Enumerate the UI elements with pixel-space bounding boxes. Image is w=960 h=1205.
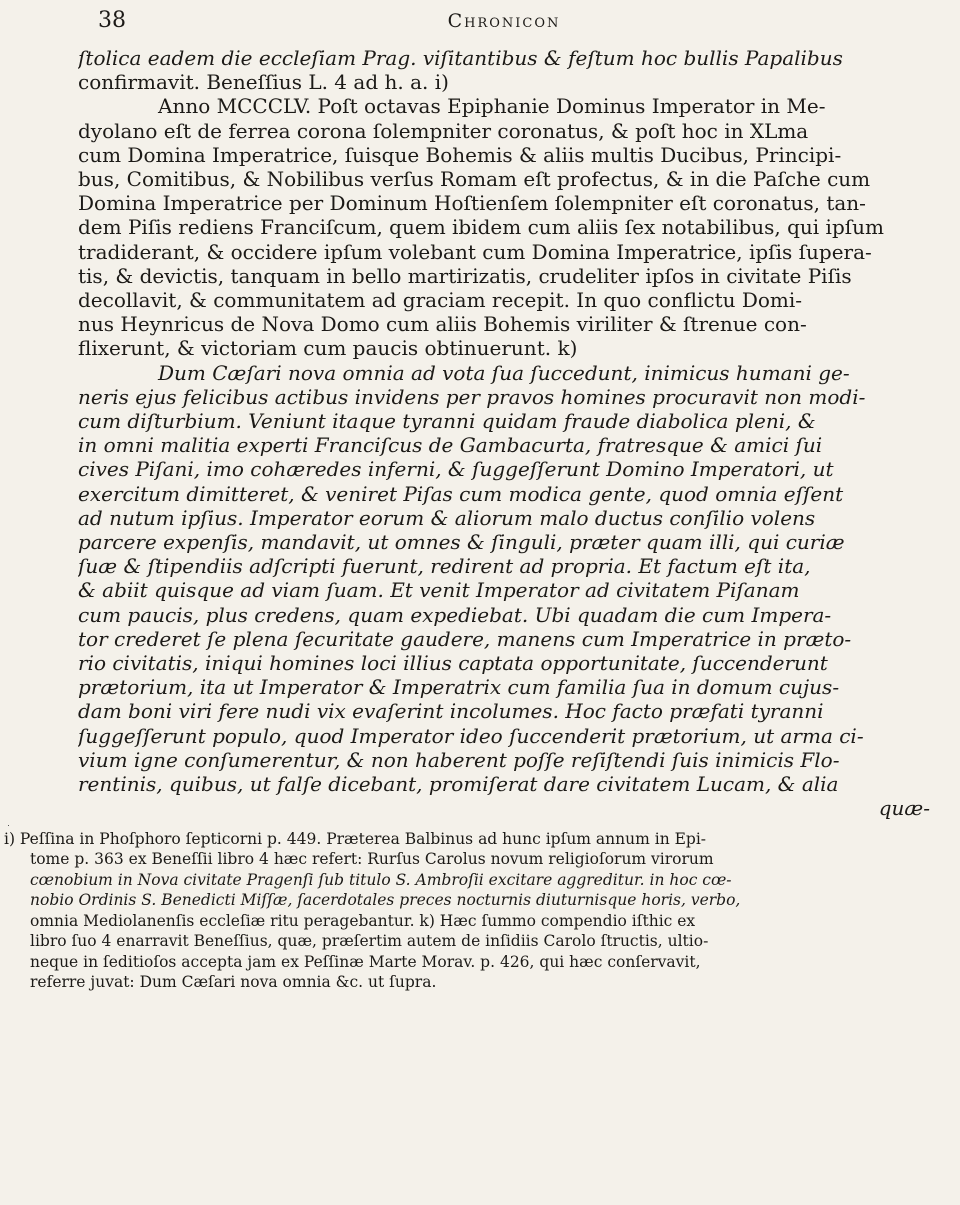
text-line: tor crederet ſe plena ſecuritate gaudere, manens cum Imperatrice in præto- bbox=[78, 626, 852, 651]
page-header bbox=[78, 0, 930, 46]
text-line: dam boni viri fere nudi vix evaſerint incolumes. Hoc facto præfati tyranni bbox=[78, 699, 824, 724]
text-line: prætorium, ita ut Imperator & Imperatrix cum familia ſua in domum cujus- bbox=[78, 675, 840, 700]
text-line: Anno MCCCLV. Poſt octavas Epiphanie Dominus Imperator in Me- bbox=[158, 94, 826, 119]
footnote-line: tome p. 363 ex Beneſſii libro 4 hæc refert: Rurſus Carolus novum religioſorum virorum bbox=[30, 850, 714, 868]
text-line: cum paucis, plus credens, quam expediebat. Ubi quadam die cum Impera- bbox=[78, 602, 832, 627]
footnote-line: neque in ſeditioſos accepta jam ex Peſſinæ Marte Morav. p. 426, qui hæc conſervavit, bbox=[30, 952, 701, 971]
text-line: ſuggeſſerunt populo, quod Imperator ideo ſuccenderit prætorium, ut arma ci- bbox=[78, 723, 864, 748]
text-line: cum Domina Imperatrice, ſuisque Bohemis & aliis multis Ducibus, Principi- bbox=[78, 142, 842, 167]
text-line: ad nutum ipſius. Imperator eorum & aliorum malo ductus conſilio volens bbox=[78, 505, 816, 530]
footnote-rule bbox=[8, 825, 9, 826]
text-line: Domina Imperatrice per Dominum Hoſtienſem ſolempniter eſt coronatus, tan- bbox=[78, 191, 866, 216]
text-line: rentinis, quibus, ut falſe dicebant, promiſerat dare civitatem Lucam, & alia bbox=[78, 772, 839, 797]
text-line: ſuæ & ſtipendiis adſcripti fuerunt, redirent ad propria. Et factum eſt ita, bbox=[78, 554, 811, 579]
text-line: cum diſturbium. Veniunt itaque tyranni quidam fraude diabolica pleni, & bbox=[78, 409, 816, 434]
footnotes bbox=[4, 829, 930, 993]
page-number: 38 bbox=[98, 8, 126, 33]
text-line: dyolano eſt de ferrea corona ſolempniter coronatus, & poſt hoc in XLma bbox=[78, 118, 809, 143]
text-line: rio civitatis, iniqui homines loci illius captata opportunitate, ſuccenderunt bbox=[78, 651, 828, 676]
text-line: exercitum dimitteret, & veniret Piſas cum modica gente, quod omnia eſſent bbox=[78, 481, 844, 506]
footnote-line: i) Peſſina in Phoſphoro ſepticorni p. 449. Præterea Balbinus ad hunc ipſum annum in Epi- bbox=[4, 829, 707, 848]
footnote-line: omnia Mediolanenſis eccleſiæ ritu peragebantur. k) Hæc ſummo compendio iſthic ex bbox=[30, 911, 696, 930]
text-line: confirmavit. Beneſſius L. 4 ad h. a. i) bbox=[78, 70, 449, 95]
text-line: flixerunt, & victoriam cum paucis obtinuerunt. k) bbox=[78, 336, 578, 361]
text-line: quæ- bbox=[878, 796, 930, 821]
footnote-line: referre juvat: Dum Cæſari nova omnia &c. ut ſupra. bbox=[30, 973, 437, 991]
text-line: bus, Comitibus, & Nobilibus verſus Romam eſt profectus, & in die Paſche cum bbox=[78, 167, 871, 192]
text-line: nus Heynricus de Nova Domo cum aliis Bohemis viriliter & ſtrenue con- bbox=[78, 312, 807, 337]
running-title: Chronicon bbox=[447, 10, 561, 32]
text-line: neris ejus felicibus actibus invidens per pravos homines procuravit non modi- bbox=[78, 384, 866, 409]
text-line: decollavit, & communitatem ad graciam recepit. In quo conflictu Domi- bbox=[78, 288, 803, 313]
text-line: tis, & devictis, tanquam in bello martirizatis, crudeliter ipſos in civitate Piſis bbox=[78, 263, 852, 288]
footnote-line: libro ſuo 4 enarravit Beneſſius, quæ, præſertim autem de inſidiis Carolo ſtructis, ultio- bbox=[30, 932, 709, 950]
text-line: dem Piſis rediens Franciſcum, quem ibidem cum aliis ſex notabilibus, qui ipſum bbox=[78, 215, 885, 240]
text-line: vium igne conſumerentur, & non haberent poſſe reſiſtendi ſuis inimicis Flo- bbox=[78, 747, 840, 772]
footnote-line: cœnobium in Nova civitate Pragenſi ſub titulo S. Ambroſii excitare aggreditur. in hoc cœ- bbox=[30, 870, 732, 889]
text-line: tradiderant, & occidere ipſum volebant cum Domina Imperatrice, ipſis ſupera- bbox=[78, 239, 872, 264]
text-line: cives Piſani, imo cohæredes inferni, & ſuggeſſerunt Domino Imperatori, ut bbox=[78, 457, 834, 482]
text-line: in omni malitia experti Franciſcus de Gambacurta, fratresque & amici ſui bbox=[78, 433, 823, 458]
footnote-line: nobio Ordinis S. Benedicti Miſſæ, ſacerdotales preces nocturnis diuturnisque horis, verbo, bbox=[30, 891, 741, 909]
main-text bbox=[78, 46, 930, 821]
text-line: & abiit quisque ad viam ſuam. Et venit Imperator ad civitatem Piſanam bbox=[78, 578, 800, 603]
text-line: parcere expenſis, mandavit, ut omnes & ſinguli, præter quam illi, qui curiæ bbox=[78, 530, 845, 555]
text-line: ſtolica eadem die eccleſiam Prag. viſitantibus & feſtum hoc bullis Papalibus bbox=[78, 46, 843, 70]
text-line: Dum Cæſari nova omnia ad vota ſua ſuccedunt, inimicus humani ge- bbox=[158, 360, 850, 385]
